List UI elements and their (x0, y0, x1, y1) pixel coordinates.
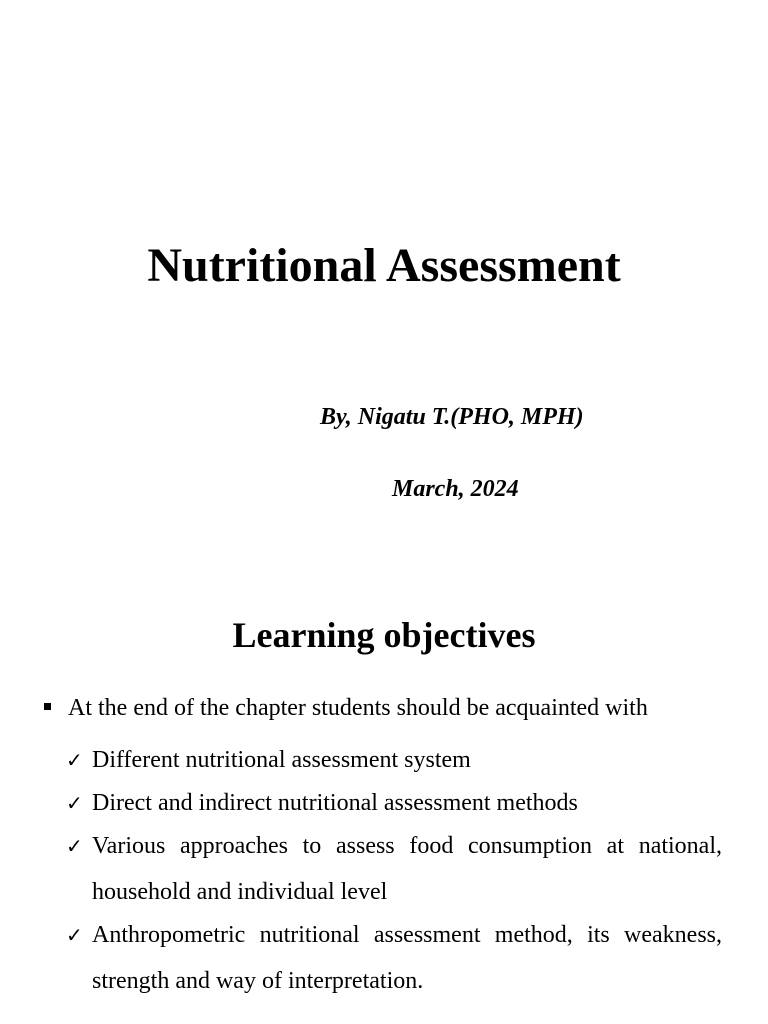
list-item (66, 830, 722, 915)
objectives-list (66, 744, 722, 1008)
checkmark-icon: ✓ (66, 834, 83, 858)
objective-text: Direct and indirect nutritional assessment methods (92, 790, 578, 816)
checkmark-icon: ✓ (66, 791, 83, 815)
checkmark-icon: ✓ (66, 748, 83, 772)
objective-text: Various approaches to assess food consumption at national, household and individual level (92, 833, 722, 905)
author-line: By, Nigatu T.(PHO, MPH) (320, 404, 584, 430)
objective-text: Anthropometric nutritional assessment method, its weakness, strength and way of interpretation. (92, 922, 722, 994)
checkmark-icon: ✓ (66, 923, 83, 947)
list-item (66, 787, 722, 826)
list-item (66, 744, 722, 783)
intro-bullet (44, 692, 648, 724)
learning-objectives-heading: Learning objectives (232, 615, 536, 655)
slide-title: Nutritional Assessment (147, 239, 621, 292)
date-line: March, 2024 (392, 476, 519, 502)
list-item (66, 919, 722, 1004)
objective-text: Different nutritional assessment system (92, 747, 471, 773)
square-bullet-icon (44, 703, 51, 710)
intro-text: At the end of the chapter students should be acquainted with (68, 695, 648, 721)
